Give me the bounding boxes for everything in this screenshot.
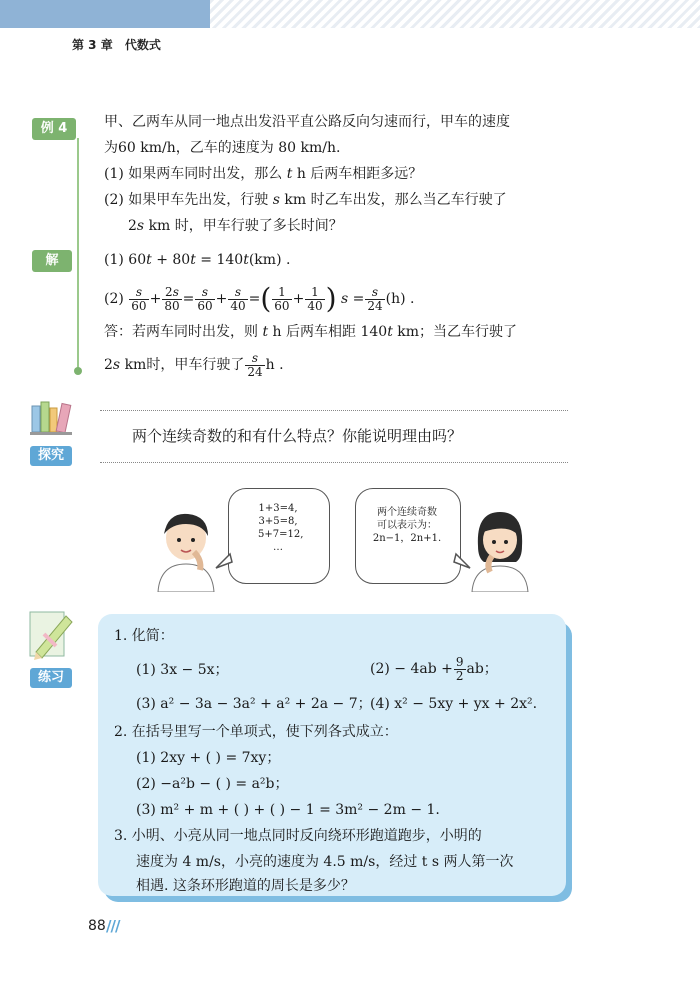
example-question-1: (1) 如果两车同时出发，那么 t h 后两车相距多远？ [104, 166, 423, 182]
practice-q1-part-2: (2) − 4ab + $\frac{9}{2}$ ab； [370, 654, 498, 683]
page-number-decoration: /// [106, 917, 120, 935]
chapter-title: 代数式 [124, 38, 161, 52]
practice-q2-title: 2. 在括号里写一个单项式，使下列各式成立： [114, 724, 398, 740]
example-tag: 例 4 [32, 118, 76, 140]
chapter-number: 第 3 章 [72, 38, 113, 52]
books-icon [28, 398, 76, 438]
solution-answer-line-1: 答：若两车同时出发，则 t h 后两车相距 140t km；当乙车行驶了 [104, 324, 518, 340]
right-bubble-text: 两个连续奇数 可以表示为： 2n−1，2n+1. [372, 507, 442, 544]
page-number: 88 [88, 918, 106, 934]
left-bubble-tail [214, 552, 234, 572]
explore-bottom-divider [100, 462, 568, 463]
example-guide-line [77, 138, 79, 370]
explore-tag: 探究 [30, 446, 72, 466]
practice-pencil-icon [26, 606, 74, 662]
explore-top-divider [100, 410, 568, 411]
girl-illustration [466, 506, 534, 592]
practice-q1-part-3: (3) a² − 3a − 3a² + a² + 2a − 7； [136, 696, 372, 712]
practice-q3-line-3: 相遇. 这条环形跑道的周长是多少？ [136, 878, 355, 894]
example-problem-line-2: 为60 km/h，乙车的速度为 80 km/h. [104, 140, 341, 156]
example-question-2-cont: 2s km 时，甲车行驶了多长时间？ [128, 218, 343, 234]
left-bubble-text: 1+3=4, 3+5=8, 5+7=12, … [258, 503, 304, 553]
practice-q2-part-3: (3) m² + m + ( ) + ( ) − 1 = 3m² − 2m − 1. [136, 802, 440, 818]
solution-answer-line-2: 2s km时，甲车行驶了 $\frac{s}{24}$ h . [104, 350, 284, 379]
solution-part-1: (1) 60t + 80t = 140t(km) . [104, 252, 291, 268]
practice-q3-line-1: 3. 小明、小亮从同一地点同时反向绕环形跑道跑步，小明的 [114, 828, 482, 844]
example-question-2: (2) 如果甲车先出发，行驶 s km 时乙车出发，那么当乙车行驶了 [104, 192, 507, 208]
practice-q1-part-4: (4) x² − 5xy + yx + 2x². [370, 696, 538, 712]
practice-tag: 练习 [30, 668, 72, 688]
example-problem-line-1: 甲、乙两车从同一地点出发沿平直公路反向匀速而行，甲车的速度 [104, 114, 510, 130]
practice-q2-part-1: (1) 2xy + ( ) = 7xy； [136, 750, 281, 766]
practice-q2-part-2: (2) −a²b − ( ) = a²b； [136, 776, 289, 792]
practice-q3-line-2: 速度为 4 m/s，小亮的速度为 4.5 m/s，经过 t s 两人第一次 [136, 854, 514, 870]
solution-tag: 解 [32, 250, 72, 272]
header-band [0, 0, 700, 28]
boy-illustration [150, 508, 222, 592]
explore-question: 两个连续奇数的和有什么特点？你能说明理由吗？ [132, 427, 463, 445]
solution-part-2: (2) $\frac{s}{60}$ + $\frac{2s}{80}$ = $\frac{s}{60}$ + $\frac{s}{40}$ =( $\frac{1}{60}$ + $\frac{1}{40}$ ) s = $\frac{s}{24}$ (h) . [104, 282, 415, 315]
chapter-heading [72, 36, 169, 53]
example-guide-dot [74, 367, 82, 375]
practice-q1-title: 1. 化简： [114, 628, 174, 644]
practice-q1-part-1: (1) 3x − 5x； [136, 662, 229, 678]
